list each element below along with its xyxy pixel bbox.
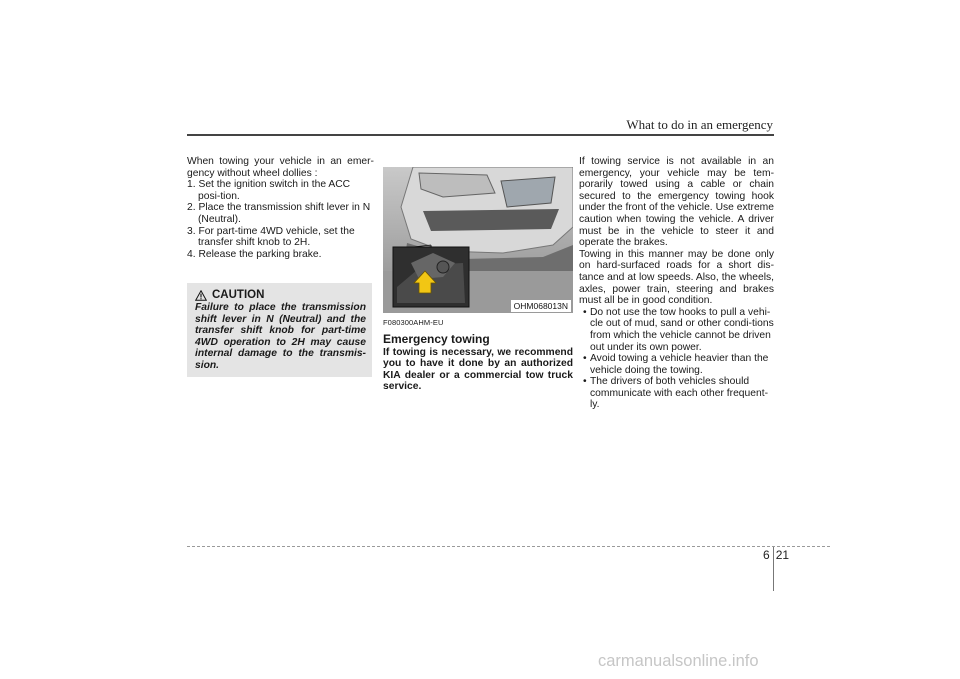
page-divider — [773, 547, 774, 591]
figure-code: OHM068013N — [511, 300, 571, 312]
caution-box — [187, 283, 372, 377]
header-rule — [187, 134, 774, 136]
bullet-2: • Avoid towing a vehicle heavier than the vehicle doing the towing. — [579, 353, 774, 376]
column-1 — [187, 156, 374, 260]
paragraph-1: If towing service is not available in an emergency, your vehicle may be tem-porarily towed using a cable or chain secured to the emergency towing hook under the front of the vehicle. Use extreme caution when towing the vehicle. A driver must be in the vehicle to steer it and operate the brakes. — [579, 156, 774, 249]
page-index: 21 — [775, 548, 790, 562]
paragraph-2: Towing in this manner may be done only on hard-surfaced roads for a short dis-tance and at low speeds. Also, the wheels, axles, power train, steering and brakes must all be in good condition. — [579, 248, 774, 307]
step-2: 2. Place the transmission shift lever in N (Neutral). — [187, 202, 371, 225]
towing-hook-figure — [383, 167, 573, 313]
caution-text: Failure to place the transmission shift lever in N (Neutral) and the transfer shift knob for part-time 4WD operation to 2H may cause internal damage to the transmis-sion. — [195, 302, 366, 371]
warning-triangle-icon — [195, 290, 207, 301]
column-2 — [383, 167, 573, 393]
footer-rule — [187, 546, 830, 547]
section-title: Emergency towing — [383, 331, 490, 346]
bullet-3: • The drivers of both vehicles should communicate with each other frequent-ly. — [579, 376, 774, 411]
step-1: 1. Set the ignition switch in the ACC posi-tion. — [187, 179, 351, 202]
watermark: carmanualsonline.info — [598, 652, 759, 670]
intro-paragraph: When towing your vehicle in an emer-gency without wheel dollies : — [187, 156, 374, 179]
page-number — [763, 548, 789, 562]
step-3: 3. For part-time 4WD vehicle, set the transfer shift knob to 2H. — [187, 225, 355, 249]
step-4: 4. Release the parking brake. — [187, 248, 322, 260]
vehicle-front-illustration — [383, 167, 573, 313]
reference-code: F080300AHM-EU — [383, 318, 444, 327]
bullet-1: • Do not use the tow hooks to pull a vehi-cle out of mud, sand or other condi-tions from which the vehicle cannot be driven out under its own power. — [579, 307, 774, 353]
caution-title: CAUTION — [212, 289, 265, 301]
header-title: What to do in an emergency — [626, 117, 773, 132]
recommendation-paragraph: If towing is necessary, we recommend you to have it done by an authorized KIA dealer or a commercial tow truck service. — [383, 346, 573, 393]
caution-header — [195, 289, 366, 301]
section-number: 6 — [763, 548, 770, 562]
column-3 — [579, 156, 774, 411]
